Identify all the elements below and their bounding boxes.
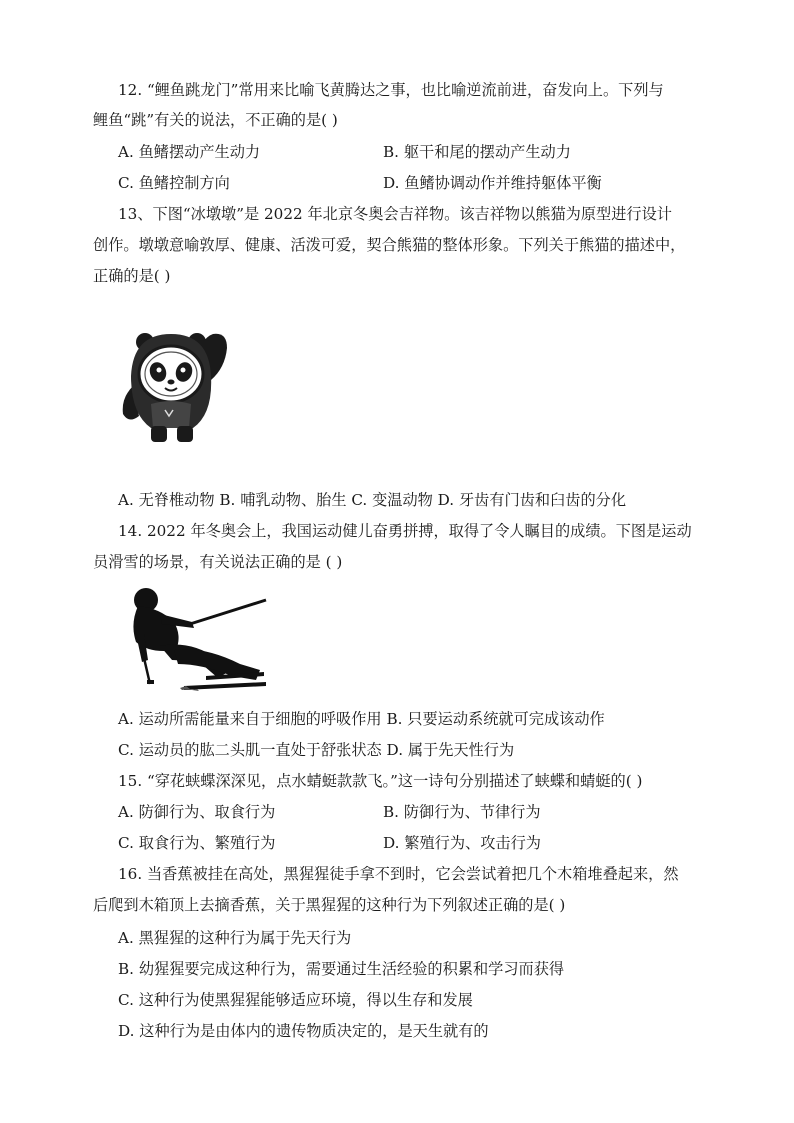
q12-options-row2 [0, 173, 794, 193]
q12-stem-line2: 鲤鱼“跳”有关的说法，不正确的是( ) [93, 111, 338, 129]
q12-option-d: D. 鱼鳍协调动作并维持躯体平衡 [383, 174, 602, 192]
q13-options: A. 无脊椎动物 B. 哺乳动物、胎生 C. 变温动物 D. 牙齿有门齿和臼齿的分化 [118, 491, 627, 509]
q12-option-a: A. 鱼鳍摆动产生动力 [118, 143, 261, 161]
q14-stem-line1: 14. 2022 年冬奥会上，我国运动健儿奋勇拼搏，取得了令人瞩目的成绩。下图是运动 [118, 522, 692, 540]
q13-stem-line2: 创作。墩墩意喻敦厚、健康、活泼可爱，契合熊猫的整体形象。下列关于熊猫的描述中， [93, 236, 686, 254]
q16-option-c: C. 这种行为使黑猩猩能够适应环境，得以生存和发展 [118, 991, 473, 1009]
q15-stem-line1: 15. “穿花蛱蝶深深见，点水蜻蜓款款飞。”这一诗句分别描述了蛱蝶和蜻蜓的( ) [118, 772, 643, 790]
q15-options-row2 [0, 833, 794, 853]
q16-option-b: B. 幼猩猩要完成这种行为，需要通过生活经验的积累和学习而获得 [118, 960, 565, 978]
q15-option-d: D. 繁殖行为、攻击行为 [383, 834, 541, 852]
q16-stem-line1: 16. 当香蕉被挂在高处，黑猩猩徒手拿不到时，它会尝试着把几个木箱堆叠起来，然 [118, 865, 679, 883]
q13-stem-line1: 13、下图“冰墩墩”是 2022 年北京冬奥会吉祥物。该吉祥物以熊猫为原型进行设计 [118, 205, 672, 223]
q15-option-c: C. 取食行为、繁殖行为 [118, 834, 276, 852]
q16-option-d: D. 这种行为是由体内的遗传物质决定的，是天生就有的 [118, 1022, 489, 1040]
skier-icon [120, 584, 270, 696]
q15-option-a: A. 防御行为、取食行为 [118, 803, 276, 821]
q16-option-a: A. 黑猩猩的这种行为属于先天行为 [118, 929, 352, 947]
q12-option-b: B. 躯干和尾的摆动产生动力 [383, 143, 571, 161]
q14-stem-line2: 员滑雪的场景，有关说法正确的是 ( ) [93, 553, 343, 571]
bing-dwen-dwen-icon [115, 328, 240, 446]
q12-options-row1 [0, 142, 794, 162]
q15-option-b: B. 防御行为、节律行为 [383, 803, 541, 821]
q16-stem-line2: 后爬到木箱顶上去摘香蕉，关于黑猩猩的这种行为下列叙述正确的是( ) [93, 896, 566, 914]
q13-stem-line3: 正确的是( ) [93, 267, 171, 285]
q12-option-c: C. 鱼鳍控制方向 [118, 174, 230, 192]
q15-options-row1 [0, 802, 794, 822]
q14-options-row1: A. 运动所需能量来自于细胞的呼吸作用 B. 只要运动系统就可完成该动作 [118, 710, 605, 728]
q14-options-row2: C. 运动员的肱二头肌一直处于舒张状态 D. 属于先天性行为 [118, 741, 515, 759]
q12-stem-line1: 12. “鲤鱼跳龙门”常用来比喻飞黄腾达之事，也比喻逆流前进，奋发向上。下列与 [118, 81, 664, 99]
